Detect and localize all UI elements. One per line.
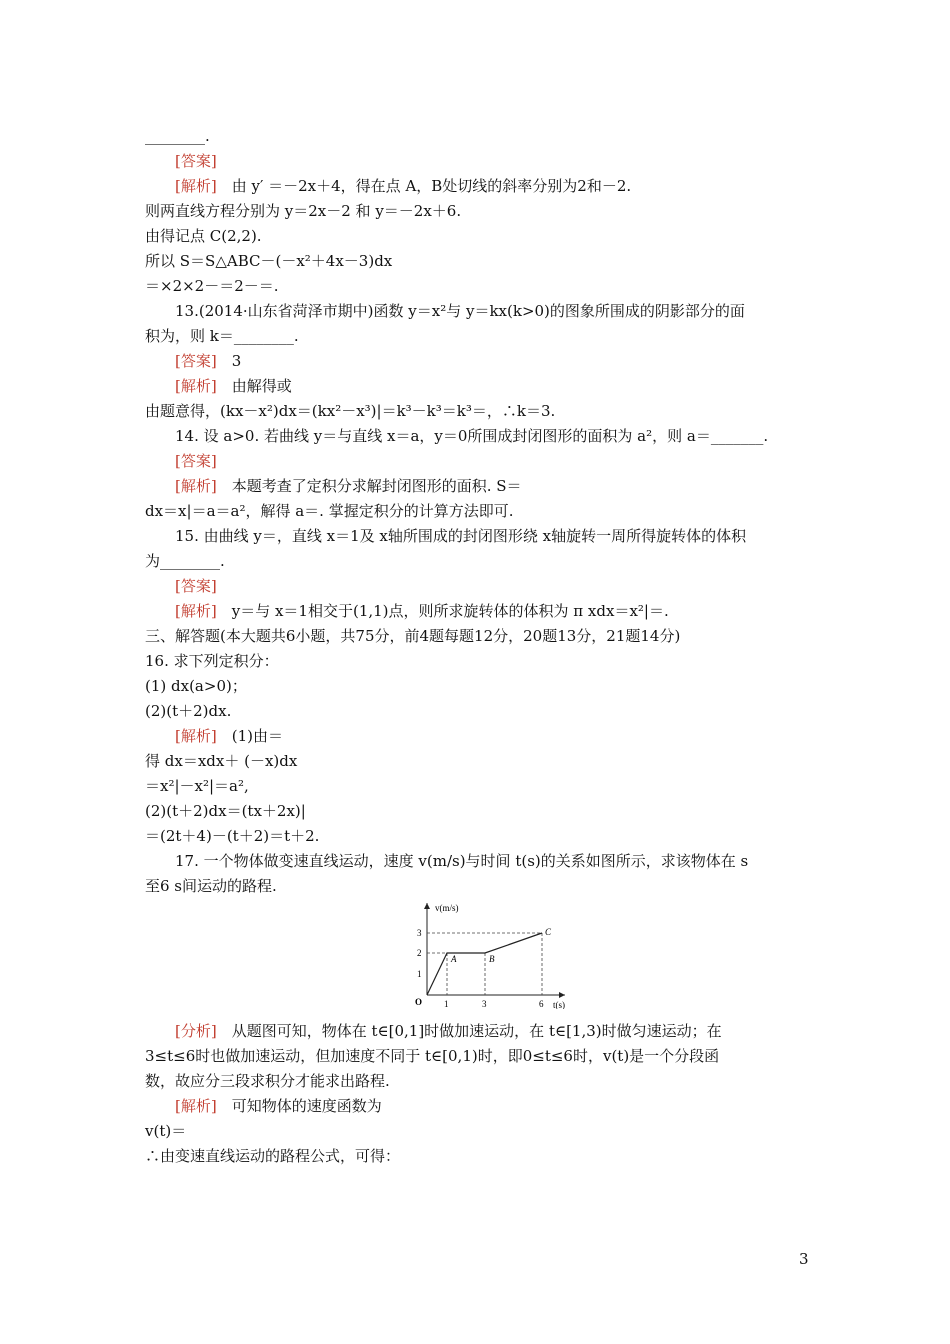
line-text: 可知物体的速度函数为: [216, 1097, 382, 1115]
text-line: [175, 526, 746, 546]
section-tag: [解析]: [175, 477, 217, 495]
origin-label: O: [415, 997, 423, 1007]
text-line: [175, 476, 522, 496]
section-tag: [答案]: [175, 152, 217, 170]
text-line: [175, 726, 283, 746]
line-text: 3: [216, 352, 242, 370]
text-line: [145, 401, 555, 421]
text-line: [145, 826, 319, 846]
line-text: 为________.: [145, 552, 225, 570]
text-line: [175, 1096, 382, 1116]
section-tag: [解析]: [175, 1097, 217, 1115]
line-text: 得 dx＝xdx＋ (－x)dx: [145, 752, 298, 770]
section-tag: [解析]: [175, 177, 217, 195]
line-text: 由得记点 C(2,2).: [145, 227, 262, 245]
section-tag: [解析]: [175, 377, 217, 395]
x-tick-3: 3: [482, 999, 487, 1009]
section-tag: [分析]: [175, 1022, 217, 1040]
y-axis-arrow: [424, 903, 430, 909]
line-text: ＝×2×2－＝2－＝.: [145, 277, 279, 295]
text-line: [175, 851, 748, 871]
y-tick-3: 3: [417, 928, 422, 938]
text-line: [145, 1046, 719, 1066]
text-line: [145, 276, 279, 296]
line-text: 积为，则 k＝________.: [145, 327, 299, 345]
line-text: 16. 求下列定积分：: [145, 652, 279, 670]
text-line: [175, 301, 745, 321]
line-text: (1) dx(a>0)；: [145, 677, 247, 695]
section-tag: [答案]: [175, 352, 217, 370]
line-text: ________.: [145, 127, 210, 145]
text-line: [145, 201, 461, 221]
text-line: [145, 251, 392, 271]
x-tick-1: 1: [444, 999, 449, 1009]
x-axis-label: t(s): [553, 1000, 565, 1009]
text-line: [175, 176, 631, 196]
line-text: 15. 由曲线 y＝，直线 x＝1及 x轴所围成的封闭图形绕 x轴旋转一周所得旋转体的体积: [175, 527, 747, 545]
line-text: y＝与 x＝1相交于(1,1)点，则所求旋转体的体积为 π xdx＝x²|＝.: [216, 602, 669, 620]
line-text: 则两直线方程分别为 y＝2x－2 和 y＝－2x＋6.: [145, 202, 462, 220]
line-text: (1)由＝: [216, 727, 283, 745]
section-tag: [答案]: [175, 577, 217, 595]
x-tick-6: 6: [539, 999, 544, 1009]
text-line: [145, 651, 279, 671]
text-line: [175, 151, 217, 171]
text-line: [145, 701, 231, 721]
text-line: [145, 626, 680, 646]
text-line: [145, 1121, 186, 1141]
point-a-label: A: [451, 954, 457, 964]
line-text: (2)(t＋2)dx.: [145, 702, 232, 720]
line-text: (2)(t＋2)dx＝(tx＋2x)|: [145, 802, 306, 820]
text-line: [175, 426, 768, 446]
line-text: 17. 一个物体做变速直线运动，速度 v(m/s)与时间 t(s)的关系如图所示，求该物体在 s: [175, 852, 749, 870]
text-line: [145, 676, 247, 696]
point-b-label: B: [489, 954, 495, 964]
y-tick-2: 2: [417, 948, 422, 958]
text-line: [145, 751, 297, 771]
y-tick-1: 1: [417, 969, 422, 979]
x-axis-arrow: [559, 992, 565, 998]
line-text: 由解得或: [216, 377, 292, 395]
page-number: 3: [799, 1250, 809, 1268]
text-line: [145, 126, 210, 146]
line-text: ＝(2t＋4)－(t＋2)＝t＋2.: [145, 827, 320, 845]
text-line: [175, 601, 669, 621]
text-line: [175, 376, 292, 396]
text-line: [145, 801, 306, 821]
line-text: ∴由变速直线运动的路程公式，可得：: [145, 1147, 401, 1165]
text-line: [145, 876, 277, 896]
line-text: 三、解答题(本大题共6小题，共75分，前4题每题12分，20题13分，21题14分): [145, 627, 681, 645]
text-line: [145, 1146, 400, 1166]
text-line: [175, 1021, 722, 1041]
text-line: [145, 226, 262, 246]
line-text: dx＝x|＝a＝a²，解得 a＝. 掌握定积分的计算方法即可.: [145, 502, 514, 520]
text-line: [175, 351, 241, 371]
velocity-time-graph: [405, 897, 575, 1009]
text-line: [145, 326, 299, 346]
line-text: v(t)＝: [145, 1122, 187, 1140]
line-text: 14. 设 a>0. 若曲线 y＝与直线 x＝a，y＝0所围成封闭图形的面积为 a²，则 a＝_______.: [175, 427, 769, 445]
text-line: [145, 1071, 390, 1091]
line-text: 数，故应分三段求积分才能求出路程.: [145, 1072, 390, 1090]
section-tag: [答案]: [175, 452, 217, 470]
text-line: [145, 501, 514, 521]
section-tag: [解析]: [175, 727, 217, 745]
line-text: 由题意得，(kx－x²)dx＝(kx²－x³)|＝k³－k³＝k³＝，∴k＝3.: [145, 402, 556, 420]
line-text: 13.(2014·山东省菏泽市期中)函数 y＝x²与 y＝kx(k>0)的图象所围成的阴影部分的面: [175, 302, 745, 320]
text-line: [175, 451, 217, 471]
text-line: [175, 576, 217, 596]
velocity-curve: [427, 933, 542, 995]
section-tag: [解析]: [175, 602, 217, 620]
line-text: 本题考查了定积分求解封闭图形的面积. S＝: [216, 477, 522, 495]
line-text: 3≤t≤6时也做加速运动，但加速度不同于 t∈[0,1)时，即0≤t≤6时，v(t)是一个分段函: [145, 1047, 720, 1065]
line-text: ＝x²|－x²|＝a²,: [145, 777, 249, 795]
point-c-label: C: [545, 927, 552, 937]
line-text: 所以 S＝S△ABC－(－x²＋4x－3)dx: [145, 252, 393, 270]
line-text: 由 y′ ＝－2x＋4，得在点 A，B处切线的斜率分别为2和－2.: [216, 177, 632, 195]
y-axis-label: v(m/s): [435, 903, 459, 913]
line-text: 从题图可知，物体在 t∈[0,1]时做加速运动，在 t∈[1,3)时做匀速运动；在: [216, 1022, 722, 1040]
text-line: [145, 776, 249, 796]
text-line: [145, 551, 225, 571]
line-text: 至6 s间运动的路程.: [145, 877, 277, 895]
